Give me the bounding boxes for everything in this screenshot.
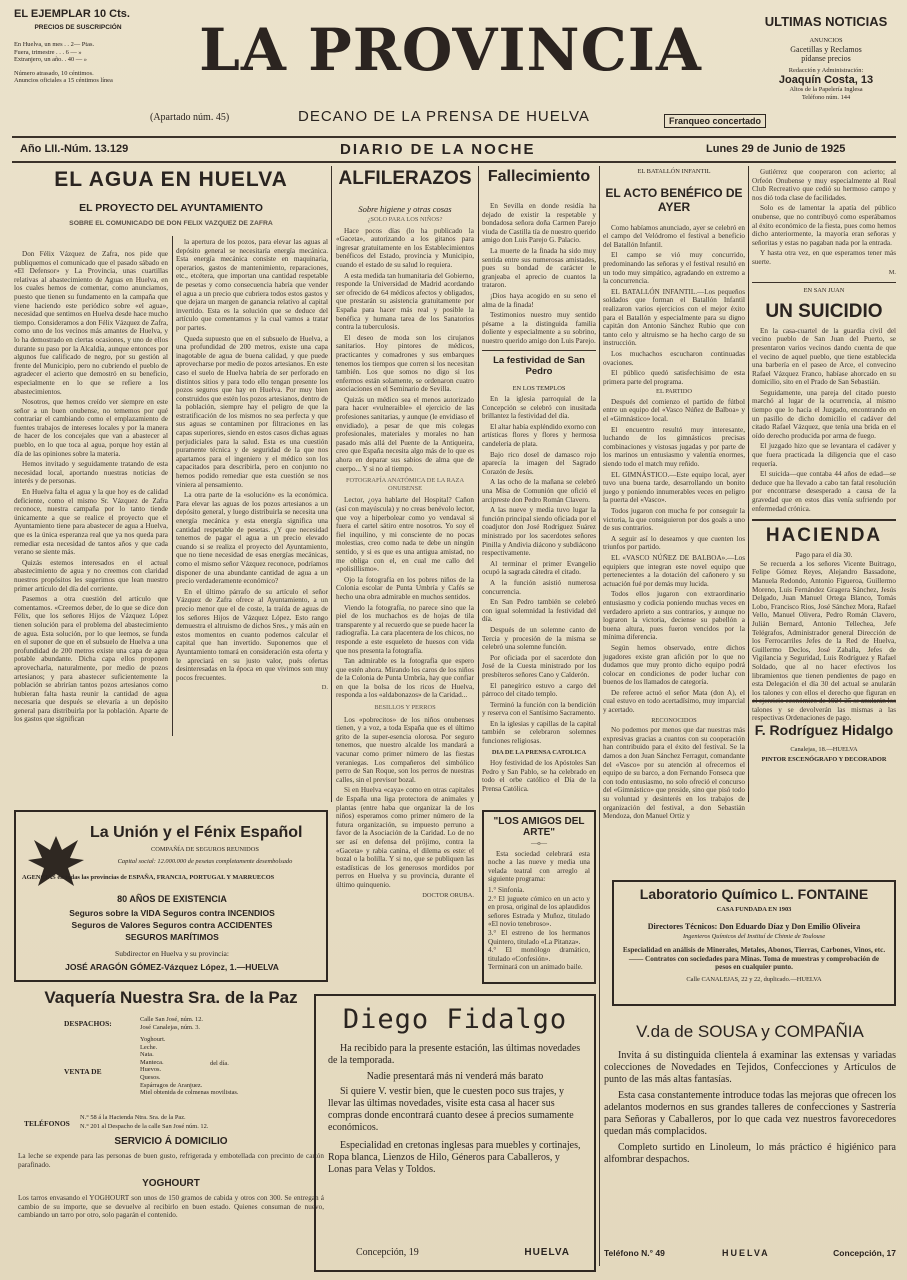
article-paragraph: El público quedó satisfechísimo de esta primera parte del programa. <box>603 369 745 386</box>
article-paragraph: Bajo rico dosel de damasco rojo aparecía la imagen del Sagrado Corazón de Jesús. <box>482 450 596 476</box>
article-paragraph: la apertura de los pozos, para elevar las aguas al depósito general se necesitaría energía mecánica. Esta energía mecánica consiste en maquinaria, operarios, gastos de mantenimiento, reparaciones, etc., etcétera, que importan una cantidad respetable de pesetas y como consecuencia habría que vender el agua a un precio que cubriera todos estos gastos y que dejara un margen de ganancia relativo al capital invertido. Esta es la solución que se deduce del artículo que comentamos y la cual vamos a tratar por partes. <box>176 238 328 332</box>
ad-fontaine <box>612 880 896 1006</box>
franqueo-label: Franqueo concertado <box>664 114 766 128</box>
article-paragraph: Terminó la función con la bendición y reserva con el Santísimo Sacramento. <box>482 700 596 718</box>
article-paragraph: EL GIMNÁSTICO.—Este equipo local, ayer tuvo una buena tarde, desarrollando un bonito juego y poniendo innumerables veces en peligro la puerta del «Vasco». <box>603 470 745 505</box>
article-subhead: RECONOCIDOS <box>651 716 697 724</box>
article-paragraph: En Sevilla en donde residía ha dejado de existir la respetable y bondadosa señora doña Carmen Parejo viuda de Castilla tía de nuestro querido amigo don Luis Parejo G. Palacio. <box>482 202 596 245</box>
ad-title: Laboratorio Químico L. FONTAINE <box>639 886 869 902</box>
article-paragraph: En San Pedro también se celebró con igual solemnidad la festividad del día. <box>482 598 596 624</box>
newspaper-subtitle: DECANO DE LA PRENSA DE HUELVA <box>298 108 590 125</box>
box-paragraph: Esta sociedad celebrará esta noche a las nueve y media una velada teatral con arreglo al siguiente programa: <box>488 849 590 884</box>
column-right <box>752 168 896 723</box>
article-paragraph: Pago para el día 30. <box>795 551 853 560</box>
ads-line: pídanse precios <box>801 53 851 63</box>
article-paragraph: Queda supuesto que en el subsuelo de Huelva, a una profundidad de 200 metros, existe una capa inagotable de agua de buena calidad, y que puede aprovecharse por medio de pozos artesianos. En este caso el suelo de Huelva habría de ser perforado en distintos sitios y para todo ello tengan presente los pozos seguros que hay en Huelva. Por muy bien construidos que estén los pozos artesianos, dentro de la población, siempre hay el peligro de que la estratificación de los mismos no sea perfecta y que sus aguas se contaminen por filtraciones en las capas superiores, siendo en estos casos dichas aguas perjudiciales para la salud. Esta es una cuestión puramente técnica y de seguridad de la que nos apartamos para el ingeniero y el médico son los capacitados para describirla, pero en conjunto no hemos podido remediar que esta cuestión se nos viniera al pensamiento. <box>176 334 328 489</box>
article-agua <box>14 168 328 228</box>
ad-trade: PINTOR ESCENÓGRAFO Y DECORADOR <box>761 755 887 763</box>
column-divider <box>172 236 173 736</box>
ad-engineers: Ingenieros Químicos del Instituí de Chimie de Toulouse <box>682 932 826 940</box>
article-paragraph: De referee actuó el señor Mata (don A), el cual estuvo en todo acertadísimo, muy imparcial y acertado. <box>603 688 745 715</box>
article-headline: Fallecimiento <box>487 168 591 185</box>
article-text-col <box>14 250 168 802</box>
article-paragraph: A la función asistió numerosa concurrencia. <box>482 578 596 596</box>
product-item: Leche. <box>140 1043 158 1051</box>
article-body <box>482 202 596 346</box>
article-paragraph: Gutiérrez que cooperaron con acierto; al Orfeón Onubense y muy especialmente al Real Club Recreativo que cedió su hermoso campo y nos dió toda clase de facilidades. <box>752 168 896 202</box>
article-paragraph: Viendo la fotografía, no parece sino que la piel de los muchachos es de hojas de tila transparente y al recuerdo que se puede hacer la radiografía. La cara placentera de los chicos, no responde a este esqueleto de huesos con vida que nos presenta la fotografía. <box>336 603 474 655</box>
ad-diego-fidalgo <box>314 994 596 1272</box>
ad-name: F. Rodríguez Hidalgo <box>754 722 894 738</box>
ad-title: Vaquería Nuestra Sra. de la Paz <box>44 988 298 1007</box>
section-caption: FOTOGRAFÍA ANATÓMICA DE LA RAZA ONUBENSE <box>345 477 465 492</box>
masthead-right <box>752 14 900 101</box>
article-paragraph: En la casa-cuartel de la guardia civil del vecino pueblo de San Juan del Puerto, se presentaron varios vecinos dando cuenta de que el vecino de aquel pueblo, que tiene establecida una barbería en el paseo de Arce, el convecino Rafael Vázquez Franco, habíase ahorcado en su domicilio, sito en el Prado de San Sebastián. <box>752 326 896 387</box>
ad-paragraph: Ha recibido para la presente estación, las últimas novedades de la temporada. <box>328 1043 581 1066</box>
article-subhead: Sobre higiene y otras cosas <box>358 204 452 214</box>
servicio-text: La leche se expende para las personas de buen gusto, refrigerada y embotellada con precinto de cartón parafinado. <box>18 1152 324 1169</box>
article-paragraph: En Huelva falta el agua y la que hoy es de calidad deficiente, como el mismo Sr. Vázquez de Zafra reconoce, nuestra campaña por lo tanto tiende únicamente a que se realice el proyecto que el Ayuntamiento tiene para abastecer de agua a Huelva, que es la única esperanza real que ya nos queda para remediar esta necesidad de tantos años y que cada verano se siente más. <box>14 488 168 557</box>
program-item: 3.° El estreno de los hermanos Quintero, titulado «La Pitanza». <box>488 928 590 946</box>
column-divider <box>748 166 749 802</box>
ad-address: Concepción, 19 <box>356 1247 419 1258</box>
article-paragraph: No podemos por menos que dar nuestras más expresivas gracias a cuantos con su cooperación han contribuido para el éxito del festival. Se la damos a don Juan Sánchez Ferragut, comandante del «Vasco» por su atención al ofrecernos el equipo de su barco, a don Fernando Fonseca que con todo entusiasmo, no solo ofreció el concurso del «Gimnástico» que preside, sino que pisó todo su voluntad y desinterés en los trabajos de organización del festival, a don Sebastián Mendoza, don Manuel Ortiz y <box>603 726 745 821</box>
article-headline: HACIENDA <box>765 525 883 547</box>
product-item: Huevos. <box>140 1066 162 1074</box>
article-paragraph: Como habíamos anunciado, ayer se celebró en el campo del Velódromo el festival a beneficio del Batallón Infantil. <box>603 223 745 249</box>
box-title: "LOS AMIGOS DEL ARTE" <box>493 816 585 838</box>
column-divider <box>599 166 600 1266</box>
ad-rodriguez <box>752 700 896 800</box>
article-alfilerazos <box>336 168 474 899</box>
article-headline: UN SUICIDIO <box>765 300 883 322</box>
article-paragraph: El suicida—que contaba 44 años de edad—se deduce que ha llevado a cabo tan fatal resolución por encontrarse desesperado a causa de la gravedad que en estos días venía sufriendo por enfermedad crónica. <box>752 470 896 513</box>
article-body <box>752 168 896 276</box>
section-caption: BESILLOS Y PERROS <box>374 704 436 712</box>
ad-sub2: Subdirector en Huelva y su provincia: <box>115 949 229 958</box>
ad-paragraph: Completo surtido en Linoleum, lo más práctico é higiénico para alfombrar despachos. <box>604 1142 896 1165</box>
ads-rate-note: Anuncios oficiales a 15 céntimos línea <box>14 77 113 85</box>
article-kicker: EN SAN JUAN <box>803 287 845 295</box>
article-paragraph: ¡Dios haya acogido en su seno el alma de la finada! <box>482 291 596 309</box>
article-paragraph: Hoy festividad de los Apóstoles San Pedro y San Pablo, se ha celebrado en todo el orbe católico el Día de la Prensa Católica. <box>482 759 596 794</box>
article-paragraph: Todos ellos jugaron con extraordinario entusiasmo y codicia poniendo muchas veces en verdadero aprieto a sus contrarios, y aunque no lograron la victoria, deciense su pabellón a buena altura, pues fueron vencidos por la mínima diferencia. <box>603 590 745 642</box>
ad-subtitle: COMPAÑÍA DE SEGUROS REUNIDOS <box>151 846 259 853</box>
despacho-address: Calle San José, núm. 12. <box>140 1016 204 1023</box>
article-subhead: DIA DE LA PRENSA CATOLICA <box>491 748 587 756</box>
article-kicker: EL BATALLÓN INFANTIL <box>637 168 711 175</box>
box-ornament: —o— <box>531 840 547 847</box>
article-paragraph: Si en Huelva «caya» como en otras capitales de España una liga protectora de animales y plantas (entre haba que organizar la de los niños) esperamos como primer número de la futura organización, su impuesto perruno a favor de la Asociación de la Caridad. Lo de no ser así en defensa del prójimo, contra la «Gaceta» y rabia canina, el dilema es este: el bozal o la bolilla. Y si no, que se publiquen las estadísticas de los generosos mordidos por perros en Huelva y su provincia, durante el último quinquenio. <box>336 786 474 889</box>
subscription-line: Extranjero, un año. . 40 — » <box>14 56 87 64</box>
article-paragraph: Don Félix Vázquez de Zafra, nos pide que publiquemos el comunicado que el pasado sábado en «El Defensor» y La Provincia, unas cuartillas relativas al abastecimiento de Aguas en Huelva, en los cuales hemos de comentar, como anunciamos, puesto que tienen su fundamento en la campaña que viene haciendo este periódico sobre «el agua», necesidad que sentimos en Huelva desde hace mucho tiempo. Consideramos a don Félix Vázquez de Zafra, como uno de los vecinos más amantes de Huelva, y lo ha demostrado en ciertas ocasiones, y uno de ellos durante su paso por la Alcaldía, aunque entonces por algunos fue calificado de negro, por su gestión al frente del Municipio, pero no cubriendo el pueblo de agradecer el acierto que demostró en su beneficio, especialmente en lo que se refiere a los abastecimientos. <box>14 250 168 396</box>
article-paragraph: El juzgado hizo que se levantara el cadáver y que fuera practicada la diligencia que el caso requería. <box>752 442 896 468</box>
amigos-arte-box <box>482 810 596 984</box>
article-body <box>603 224 745 821</box>
article-paragraph: En la iglesia parroquial de la Concepción se celebró con inusitada brillantez la festividad del día. <box>482 395 596 421</box>
article-paragraph: Después del comienzo el partido de fútbol entre un equipo del «Vasco Núñez de Balboa» y el «Gimnástico» local. <box>603 397 745 424</box>
latest-news-label: ULTIMAS NOTICIAS <box>764 14 888 29</box>
article-paragraph: Tan admirable es la fotografía que espero que estén ahora. Mirando los caros de los niños de la Colonia de Punta Umbría, hay que confiar en que la bolsa de los ricos de Huelva, responda a los «aldabonazos» de la Caridad... <box>336 657 474 700</box>
ad-paragraph: Invita á su distinguida clientela á examinar las extensas y variadas colecciones de Novedades en Tejidos, Confecciones y Artículos de punto de las más altas fantasías. <box>604 1050 896 1085</box>
article-paragraph: El panegírico estuvo a cargo del párroco del citado templo. <box>482 681 596 699</box>
box-body <box>488 850 590 972</box>
ad-title: V.da de SOUSA y COMPAÑIA <box>636 1022 864 1041</box>
article-paragraph: La otra parte de la «solución» es la económica. Para elevar las aguas de los pozos artesianos a un depósito general, y luego distribuirla se necesita una energía mecánica y esta energía significa una cantidad respetable de pesetas. ¿Y que necesidad tenemos de pagar el agua a un precio elevado cuando si se realiza el proyecto del Ayuntamiento, que no tiene necesidad de esas energías mecánicas, como el mismo señor Vázquez reconoce, podríamos disponer de una abundante cantidad de agua a un precio verdaderamente económico? <box>176 491 328 586</box>
article-body <box>752 551 896 723</box>
article-paragraph: En el último párrafo de su artículo el señor Vázquez de Zafra ofrece al Ayuntamiento, a un precio menor que el de coste, la traída de aguas de los señores Hijos de Vázquez López. Esto rango demuestra el altruismo de dichos Sres., y más aún en estos momentos en cuanto podemos calcular el capital que han invertido. Suponemos que el Ayuntamiento tomará en consideración esta oferta y le apreciará en su justo valor, pués ofertas desinteresadas en la época en que vivimos son muy pocos frecuentes. <box>176 587 328 682</box>
ad-agent: JOSÉ ARAGÓN GÓMEZ-Vázquez López, 1.—HUELVA <box>65 962 279 972</box>
ad-address: Concepción, 17 <box>833 1248 896 1258</box>
ad-address: Canalejas, 18.—HUELVA <box>790 746 858 753</box>
product-item: Miel obtenida de colmenas movilistas. <box>140 1089 239 1097</box>
article-signature: D. <box>321 684 328 692</box>
ad-phone: Teléfono N.° 49 <box>604 1248 665 1258</box>
ad-vaqueria <box>14 988 328 1272</box>
ad-line: Seguros de Valores Seguros contra ACCIDENTES <box>71 920 273 930</box>
article-body <box>482 395 596 794</box>
article-paragraph: El deseo de moda son los cirujanos sanitarios. Hoy pintores de médicos, practicantes y comadrones y sus embarques tenemos los tiempos que corren si los necesitan también. Los que somos no digo si los enfermos están solamente, se ordenaron cuatro asociaciones en el Seminario de Sevilla. <box>336 333 474 394</box>
ad-union-fenix <box>14 810 328 982</box>
article-paragraph: EL BATALLÓN INFANTIL.—Los pequeños soldados que forman el Batallón Infantil realizaron varios ejercicios con el mejor éxito para el Batallón y especialmente para su digno capitán don Antonio Sánchez Rubio que con tanto celo y altruismo se ha hecho cargo de su instrucción. <box>603 287 745 348</box>
telefonos-label: TELÉFONOS <box>24 1119 70 1128</box>
apartado-label: (Apartado núm. 45) <box>150 112 230 123</box>
price-label: EL EJEMPLAR 10 Cts. <box>14 8 130 20</box>
masthead-title <box>148 14 753 86</box>
article-acto-benefico <box>603 168 745 821</box>
newspaper-title: LA PROVINCIA <box>199 16 702 84</box>
article-paragraph: EL «VASCO NÚÑEZ DE BALBOA».—Los equipiers que integran este novel equipo que pertenecientes a la dotación del cañonero y su actuación fué por demás muy lucida. <box>603 553 745 588</box>
product-item: Espárragos de Aranjuez. <box>140 1081 203 1089</box>
article-paragraph: Los «pobrecitos» de los niños onubenses tienen, y a voz, a toda España que es el último grito de la super-esencia olorosa. Por seguro tenemos, que nuestro alcalde los mandará a vacunar como primer número de las fiestas veraniegas. Los compañeros del simbólico perro de San Roque, son los perros de nuestras calles, sin el previsor bozal. <box>336 715 474 784</box>
section-divider <box>752 700 896 702</box>
article-paragraph: Los muchachos escucharon continuadas ovaciones. <box>603 349 745 367</box>
despacho-address: José Canalejas, núm. 3. <box>140 1024 200 1031</box>
article-subhead: EL PROYECTO DEL AYUNTAMIENTO <box>79 202 263 214</box>
article-body <box>752 327 896 513</box>
ad-founded: CASA FUNDADA EN 1903 <box>716 906 792 913</box>
telefono-line: N.° 201 al Despacho de la calle San José núm. 12. <box>80 1123 209 1130</box>
del-dia-label: del día. <box>210 1060 229 1067</box>
ad-city: HUELVA <box>524 1247 570 1258</box>
issue-date: Lunes 29 de Junio de 1925 <box>706 143 846 155</box>
article-paragraph: En la iglesias y capillas de la capital también se celebraron solemnes funciones religiosas. <box>482 719 596 746</box>
article-headline: EL ACTO BENÉFICO DE AYER <box>605 185 743 214</box>
article-signature: M. <box>888 268 896 276</box>
article-lead: SOBRE EL COMUNICADO DE DON FELIX VAZQUEZ DE ZAFRA <box>69 220 273 227</box>
redaccion-label: Redacción y Administración: <box>788 66 864 74</box>
article-paragraph: A las ocho de la mañana se celebró una Misa de Comunión que ofició el arcipreste don Pedro Román Clavero. <box>482 478 596 504</box>
masthead-rule-bottom <box>12 161 896 163</box>
article-paragraph: La muerte de la finada ha sido muy sentida entre sus numerosas amistades, pues su bondad de carácter le granjeaba el aprecio de cuantos la trataron. <box>482 246 596 290</box>
ad-title: La Unión y el Fénix Español <box>90 824 303 841</box>
phoenix-emblem-icon <box>26 830 86 894</box>
article-paragraph: El encuentro resultó muy interesante, luchando de los gimnásticos precisas combinaciones y vistosas jugadas y por parte de los marinos un entusiasmo y valentía enormes, siendo todo el match muy reñido. <box>603 425 745 469</box>
column-divider <box>331 166 332 802</box>
section-divider <box>752 519 896 521</box>
ad-paragraph: Especialidad en cretonas inglesas para muebles y cortinajes, Ropa blanca, Lienzos de Hilo, Géneros para Caballeros, y Lonas para Velas y Toldos. <box>328 1140 581 1175</box>
ad-specialty: Especialidad en análisis de Minerales, Metales, Abonos, Tierras, Carbones, Vinos, etc. —— Contratos con sociedades para Minas. Toma de muestras y comprobación de pesos en cualquier punto. <box>622 946 886 972</box>
article-subhead: ¿SOLO PARA LOS NIÑOS? <box>367 216 443 223</box>
ads-line: Gacetillas y Reclamos <box>790 44 862 54</box>
servicio-label: SERVICIO Á DOMICILIO <box>114 1136 228 1147</box>
article-paragraph: Testimonios nuestro muy sentido pésame a la distinguida familia doliente y especialmente a su sobrino, nuestro querido amigo don Luis Parejo. <box>482 311 596 345</box>
article-paragraph: A esta medida tan humanitaria del Gobierno, responde la Universidad de Madrid acordando ser ofrecido de 64 médicos afectos y obligados, que prestarán su asistencia gratuitamente por España para hacer más real y posible la benéfica y humana tarea de los Sanatorios contra la tuberculosis. <box>336 271 474 332</box>
article-paragraph: Ojo la fotografía en los pobres niños de la Colonia escolar de Punta Umbría y Cafés se hecho una obra admirable en muchos sentidos. <box>336 575 474 601</box>
article-paragraph: A seguir así lo deseamos y que cuenten los triunfos por partido. <box>603 534 745 552</box>
product-item: Manteca. <box>140 1058 164 1066</box>
ad-address: Calle CANALEJAS, 22 y 22, duplicado.—HUELVA <box>686 975 822 983</box>
venta-label: VENTA DE <box>64 1067 102 1076</box>
article-paragraph: Y hasta otra vez, en que esperamos tener más suerte. <box>752 249 896 266</box>
article-paragraph: Después de un solemne canto de Tercia y procesión de la misma se celebró una solemne función. <box>482 625 596 652</box>
program-item: 1.° Sinfonía. <box>488 885 525 894</box>
masthead-left <box>14 8 142 85</box>
article-headline: La festividad de San Pedro <box>493 354 585 377</box>
ad-years: 80 AÑOS DE EXISTENCIA <box>117 894 227 904</box>
ads-label: ANUNCIOS <box>809 37 843 44</box>
article-paragraph: Al terminar el primer Evangelio ocupó la sagrada cátedra el citado. <box>482 559 596 577</box>
masthead-rule <box>12 136 896 138</box>
product-item: Yoghourt. <box>140 1036 166 1043</box>
article-paragraph: A las nueve y media tuvo lugar la función principal siendo oficiada por el coadjutor don José Rodríguez Suárez ministrado por los sacerdotes señores Pinilla y Andivia diácono y subdiácono respectivamente. <box>482 506 596 558</box>
subscription-line: En Huelva, un mes . . 2— Ptas. <box>14 41 95 48</box>
article-paragraph: Según hemos observado, entre dichos jugadores existe gran afición por lo que no dudamos que muy pronto dicho equipo podrá colocar en condiciones de poder luchar con buenos de los llamados de categoría. <box>603 643 745 687</box>
article-headline: EL AGUA EN HUELVA <box>54 168 288 191</box>
office-address: Joaquín Costa, 13 <box>778 74 874 87</box>
program-item: 2.° El juguete cómico en un acto y en prosa, original de los aplaudidos señores Estrada y Muñoz, titulado «El novio tenebroso». <box>488 894 590 929</box>
yoghourt-label: YOGHOURT <box>142 1178 200 1189</box>
subscription-title: PRECIOS DE SUSCRIPCIÓN <box>34 24 122 31</box>
telefono-line: N.° 58 á la Hacienda Ntra. Sra. de la Paz. <box>80 1114 186 1121</box>
yoghourt-text: Los tarros envasando el YOGHOURT son unos de 150 gramos de cabida y otros con 300. Se entregan á cambio de su importe, que se devuelve al recibirlo en buen estado. Quienes consuman de nuevo, cambiando un tarro por otro, solo pagarán el contenido. <box>18 1194 324 1220</box>
column-divider <box>478 166 479 802</box>
article-paragraph: El campo se vió muy concurrido, predominando las señoras y el festival resultó en un todo muy simpático, agradando en extremo a la concurrencia. <box>603 251 745 286</box>
article-paragraph: Nosotros, que hemos creído ver siempre en este señor a un buen onubense, no tememos por qué contrariar el cambiando como el emplazamiento de fuentes trabajos de intereses locales y por la manera de hacer de los concejales que van a abastecer al pueblo, en lo que toca al agua, porque hoy están al día de las opiniones sobre la materia. <box>14 398 168 458</box>
article-paragraph: Pasemos a otra cuestión del artículo que comentamos. «Creemos deber, de lo que se dice don Félix, que los señores Hijos de Vázquez López tienen solución para el problema del abastecimiento de agua. Esta solución, por lo que leemos, se funda en el suponer de que en el subsuelo de Huelva a una profundidad de 200 metros existe una capa de agua potable abundante. Dicha capa ellos proponen aprovecharla, naturalmente, por medio de pozos artesianos; y para abastecer suficientemente la población se abrirían tantos pozos artesianos como hubieran falta hasta reunir la cantidad de agua necesaria que después se elevaría a un depósito general para distribuirla por la población. Aparte de los gastos que significan <box>14 595 168 724</box>
article-signature: DOCTOR ORUBA. <box>422 891 474 899</box>
office-altos: Altos de la Papelería Inglesa <box>789 86 863 94</box>
article-paragraph: Solo es de lamentar la apatía del público onubense, que no contribuyó como esperábamos al éxito económico de la fiesta, pues como hemos dicho anteriormente, la mayoría eran señoras y señoritas y estas no pagaban nada por la entrada. <box>752 204 896 247</box>
ad-agencias: AGENCIAS en todas las provincias de ESPAÑA, FRANCIA, PORTUGAL Y MARRUECOS <box>22 874 275 881</box>
product-item: Nata. <box>140 1051 154 1059</box>
article-paragraph: Quizás estemos interesados en el actual abastecimiento de agua y no creemos con claridad nuestros propósitos les sugerimos que lean nuestro primer artículo del día del corriente. <box>14 558 168 593</box>
back-issue-note: Número atrasado, 10 céntimos. <box>14 69 94 77</box>
program-item: 4.° El monólogo dramático, titulado «Confesión». <box>488 946 590 963</box>
article-paragraph: Todos jugaron con mucha fe por conseguir la victoria, la que consiguieron por dos goals a uno de sus contrarios. <box>603 507 745 533</box>
article-paragraph: Seguidamente, una pareja del citado puesto marchó al lugar de la ocurrencia, al mismo tiempo que lo hacía el Juzgado, encontrando en un pasillo de dicho domicilio el cadáver del citado Rafael Vázquez, que tenía una brida en el oído derecho producida por arma de fuego. <box>752 388 896 440</box>
article-subhead: EN LOS TEMPLOS <box>512 384 566 392</box>
section-divider <box>752 282 896 283</box>
ad-paragraph: Si quiere V. vestir bien, que le cuesten poco sus trajes, y llevar las últimas novedades, visite esta casa al hacer sus compras donde encontrará cuanto desee á precios sumamente económicos. <box>328 1086 574 1133</box>
article-fallecimiento <box>482 168 596 804</box>
ad-paragraph: Esta casa constantemente introduce todas las mejoras que ofrecen los adelantos modernos en sus grandes talleres de confecciones y Sastrería para Señoras y Caballeros, por lo que cada vez nuestros favorecedores quedan más complacidos. <box>604 1090 896 1137</box>
ad-line: Seguros sobre la VIDA Seguros contra INCENDIOS <box>69 908 275 918</box>
article-headline: ALFILERAZOS <box>338 168 472 189</box>
year-number: Año LII.-Núm. 13.129 <box>20 143 129 155</box>
ad-line: SEGUROS MARÍTIMOS <box>125 932 219 942</box>
article-paragraph: Lector, ¿oya hablarte del Hospital? Cañon (así con mayúscula) y no creas benévolo lector, que voy a hiperbolear como yo vendaval si fuera el cartel sátiro entre nosotros. Yo soy el fiel inquilino, y mi consciente de no pocas molestias, creo como nada te debe un ningún sentido, y si es que es una antigua amistad, no me obliga con el, en cual me callo del «polisillismo». <box>336 496 474 574</box>
ad-capital: Capital social: 12.000.000 de pesetas completamente desembolsado <box>117 858 293 865</box>
product-item: Quesos. <box>140 1073 161 1081</box>
subscription-line: Fuera, trimestre . . . 6 — » <box>14 48 82 56</box>
article-paragraph: Por oficiada por el sacerdote don José de la Cuesta ministrado por los presbíteros señores Cano y Calderón. <box>482 653 596 679</box>
box-closing: Terminará con un animado baile. <box>488 963 583 972</box>
article-paragraph: Hace pocos días (lo ha publicado la «Gaceta», autorizando a los gitanos para ingresar gratuitamente en los Establecimientos benéficos del Estado, provincia y Municipio, cuando el estado de su salud lo requiera. <box>336 226 474 269</box>
office-phone: Teléfono núm. 144 <box>801 93 851 101</box>
ad-directors: Directores Técnicos: Don Eduardo Díaz y Don Emilio Oliveira <box>647 921 861 931</box>
ad-sousa <box>604 1022 896 1272</box>
article-paragraph: El altar había expléndido exorno con artísticas flores y flores y hermosa candelería de plata. <box>482 422 596 449</box>
ad-city: HUELVA <box>722 1248 770 1258</box>
diario-label: DIARIO DE LA NOCHE <box>340 141 536 158</box>
article-subhead: EL PARTIDO <box>656 388 692 396</box>
article-paragraph: Hemos invitado y seguidamente tratando de esta necesidad local, aportando nuestras noticias de interés y de personas. <box>14 460 168 486</box>
ad-paragraph: Nadie presentará más ni venderá más barato <box>366 1071 544 1082</box>
article-paragraph: Quizás un médico sea el menos autorizado para hacer «vulneraible» el ejercicio de las profesiones sanitarias, y aunque (le envidiaso el envidiado), a pesar de que mis colegas profesionales, materiales y morales no han pasado más allá del Puente de la Antiqueira, creo que España necesita algo más de lo que es ahora en deparar sus sabios de alma que de cuerpo... Y si no al tiempo. <box>336 395 474 473</box>
article-text-col <box>176 238 328 790</box>
article-body <box>336 227 474 900</box>
article-paragraph: Se recuerda a los señores Vicente Buitrago, Felipe Gómez Reyes, Alejandro Bassadone, Manuela Redondo, Antonio Figueroa, Guillermo Moreno, Luis Fernández Gragera Sánchez, Jesús Delgado, Juan Manuel Ortega Blanco, Tomás Lobo, Francisco Rios, José Sánchez Mora, Rafael Vello, Manuel Olivera, Pedro Román Clavero, Julián Bernard, Antonio Tellechea, Jefe Telégrafos, Administrador general Dirección de los Ferrocarriles Jefes de la Red de Huelva, Guillermo Declos, José Zaballa, Jefes de Vigilancia y Seguridad, Luis Rodríguez y Rafael Soldado, que al no hacer efectivos los libramientos que tienen pendientes de pago en esta Delegación el día 30 del actual se anularán los talones y con ellos el derecho que figuran en el ejercicio económico de 1924-25 se anularán los talones y se devolverán las mismas a las respectivas Ordenaciones de pago. <box>752 559 896 723</box>
despachos-label: DESPACHOS: <box>64 1019 112 1028</box>
ad-title: Diego Fidalgo <box>342 1004 568 1035</box>
